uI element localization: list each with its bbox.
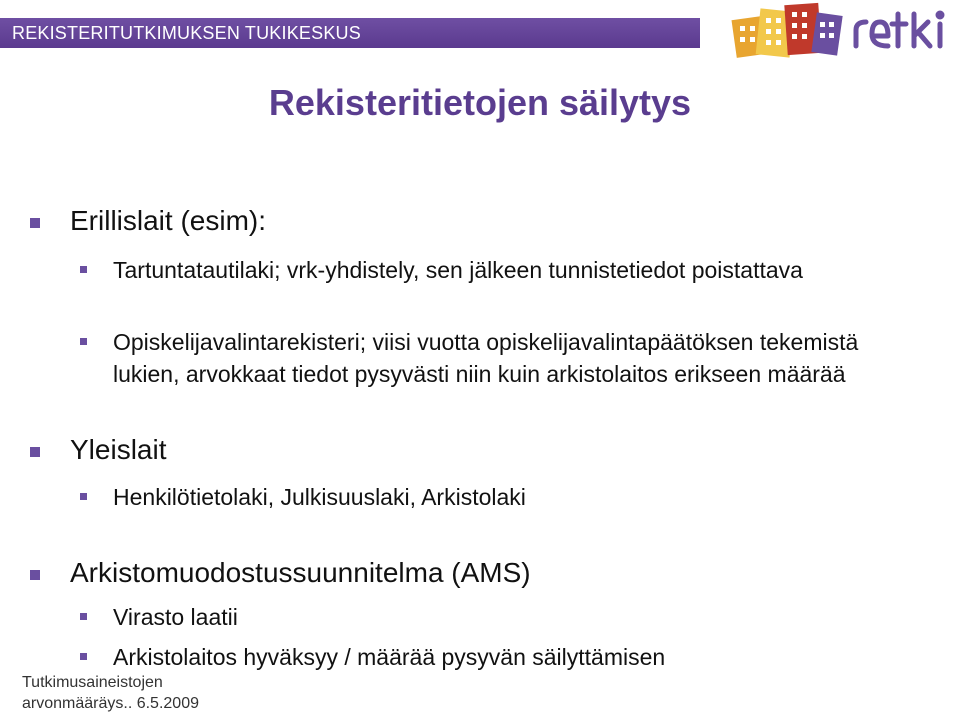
footer-line: arvonmääräys.. 6.5.2009 — [22, 695, 199, 712]
slide-footer — [22, 672, 199, 714]
bullet-square-icon — [30, 218, 40, 228]
buildings-icon — [732, 3, 843, 58]
bullet-text: Henkilötietolaki, Julkisuuslaki, Arkistolaki — [113, 484, 526, 510]
bullet-text: Opiskelijavalintarekisteri; viisi vuotta opiskelijavalintapäätöksen tekemistä lukien, arvokkaat tiedot pysyvästi niin kuin arkistolaitos erikseen määrää — [113, 329, 859, 387]
bullet-text: Erillislait (esim): — [70, 205, 266, 236]
bullet-level2 — [80, 254, 920, 286]
bullet-square-icon — [80, 266, 87, 273]
retki-wordmark — [856, 13, 942, 46]
retki-logo — [728, 0, 960, 62]
bullet-square-icon — [80, 338, 87, 345]
bullet-square-icon — [30, 570, 40, 580]
bullet-text: Arkistolaitos hyväksyy / määrää pysyvän säilyttämisen — [113, 644, 666, 670]
header-label: REKISTERITUTKIMUKSEN TUKIKESKUS — [12, 23, 361, 43]
bullet-text: Virasto laatii — [113, 604, 238, 630]
bullet-level2 — [80, 326, 920, 390]
bullet-square-icon — [80, 653, 87, 660]
bullet-text: Tartuntatautilaki; vrk-yhdistely, sen jälkeen tunnistetiedot poistattava — [113, 257, 803, 283]
header-banner — [0, 18, 700, 48]
bullet-text: Arkistomuodostussuunnitelma (AMS) — [70, 557, 531, 588]
bullet-level2 — [80, 641, 920, 673]
bullet-square-icon — [80, 493, 87, 500]
bullet-text: Yleislait — [70, 434, 167, 465]
bullet-square-icon — [30, 447, 40, 457]
slide-title: Rekisteritietojen säilytys — [268, 82, 692, 123]
bullet-square-icon — [80, 613, 87, 620]
bullet-level2 — [80, 481, 920, 513]
bullet-level2 — [80, 601, 920, 633]
footer-line: Tutkimusaineistojen — [22, 674, 163, 691]
